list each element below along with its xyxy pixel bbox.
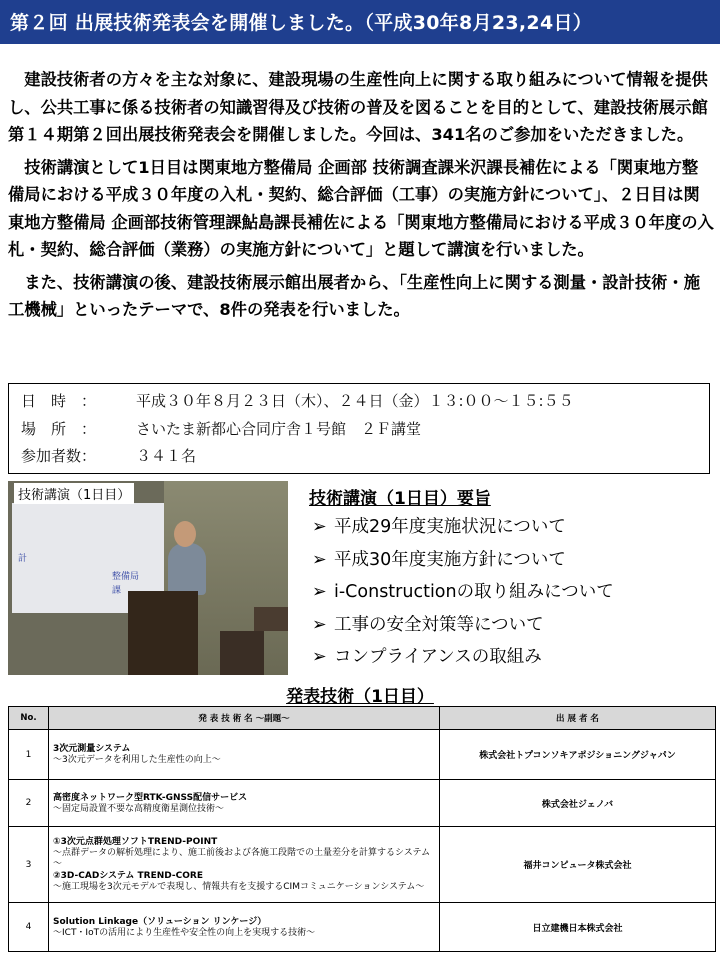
tech-subtitle: ～3次元データを利用した生産性の向上～ [53, 755, 221, 765]
lecture-photo [8, 481, 288, 675]
tech-name: ②3D-CADシステム TREND-CORE [53, 871, 203, 881]
attendees-value: ３４１名 [136, 447, 197, 465]
list-item-text: 平成30年度実施方針について [334, 549, 566, 570]
lecture-summary-list [312, 513, 614, 676]
tech-name: Solution Linkage（ソリューション リンケージ） [53, 916, 267, 927]
column-header-name: 発 表 技 術 名 ～副題～ [49, 707, 440, 730]
exhibitor-name: 株式会社ジェノバ [440, 780, 716, 827]
tech-subtitle: ～ICT・IoTの活用により生産性や安全性の向上を実現する技術～ [53, 927, 316, 938]
screen-text: 課 [112, 586, 122, 596]
event-info-box [8, 383, 710, 474]
table-row [9, 827, 716, 903]
place-row [21, 418, 421, 439]
tech-subtitle: ～固定局設置不要な高精度衛星測位技術～ [53, 803, 225, 814]
tech-subtitle: ～施工現場を3次元モデルで表現し、情報共有を支援するCIMコミュニケーションシステム～ [53, 882, 425, 892]
tech-name-cell [49, 903, 440, 952]
list-item-text: コンプライアンスの取組み [334, 647, 542, 667]
title-banner [0, 0, 720, 44]
table-header-row [9, 707, 716, 730]
chair [254, 607, 288, 631]
tech-name: ①3次元点群処理ソフトTREND-POINT [53, 837, 218, 847]
intro-paragraph: また、技術講演の後、建設技術展示館出展者から、「生産性向上に関する測量・設計技術・施工機械」といったテーマで、8件の発表を行いました。 [8, 272, 700, 319]
list-item [312, 513, 614, 546]
arrow-bullet-icon: ➢ [312, 549, 327, 570]
column-header-no: No. [9, 707, 49, 730]
tech-table [8, 706, 716, 952]
attendees-row [21, 445, 196, 466]
tech-heading [0, 682, 720, 707]
list-item-text: 平成29年度実施状況について [334, 517, 566, 537]
row-no: 4 [9, 903, 49, 952]
column-header-exhibitor: 出 展 者 名 [440, 707, 716, 730]
intro-paragraph: 技術講演として1日目は関東地方整備局 企画部 技術調査課米沢課長補佐による「関東地方整備局における平成３０年度の入札・契約、総合評価（工事）の実施方針について」、２日目は関東地方整備局 企画部技術管理課鮎島課長補佐による「関東地方整備局における平成３０年度の入札・契約、総合評価（業務）の実施方針について」と題して講演を行いました。 [8, 157, 714, 259]
arrow-bullet-icon: ➢ [312, 647, 327, 667]
list-item [312, 546, 614, 579]
arrow-bullet-icon: ➢ [312, 614, 327, 635]
tech-subtitle: ～点群データの解析処理により、施工前後および各施工段階での土量差分を計算するシステム～ [53, 848, 431, 869]
exhibitor-name: 株式会社トプコンソキアポジショニングジャパン [440, 730, 716, 780]
date-label: 日 時 ： [21, 392, 97, 410]
list-item [312, 578, 614, 611]
tech-name: 3次元測量システム [53, 744, 131, 754]
row-no: 2 [9, 780, 49, 827]
speaker [168, 543, 206, 595]
tech-name: 高密度ネットワーク型RTK-GNSS配信サービス [53, 792, 248, 803]
list-item-text: i-Constructionの取り組みについて [334, 582, 614, 602]
list-item [312, 611, 614, 644]
speaker-head [174, 521, 196, 547]
row-no: 1 [9, 730, 49, 780]
screen-text: 整備局 [112, 572, 140, 582]
podium [128, 591, 198, 675]
list-item-text: 工事の安全対策等について [334, 614, 544, 635]
attendees-label: 参加者数： [21, 447, 97, 465]
chair [220, 631, 264, 675]
lecture-summary-heading: 技術講演（1日目）要旨 [309, 489, 491, 509]
date-value: 平成３０年８月２３日（木）、２４日（金）１３:００～１５:５５ [136, 392, 574, 410]
arrow-bullet-icon: ➢ [312, 517, 327, 537]
tech-name-cell [49, 780, 440, 827]
row-no: 3 [9, 827, 49, 903]
list-item [312, 643, 614, 676]
screen-text: 計 [18, 554, 28, 564]
page-title: 第２回 出展技術発表会を開催しました。（平成30年8月23,24日） [10, 12, 593, 34]
table-row [9, 903, 716, 952]
table-row [9, 780, 716, 827]
exhibitor-name: 日立建機日本株式会社 [440, 903, 716, 952]
intro-paragraph: 建設技術者の方々を主な対象に、建設現場の生産性向上に関する取り組みについて情報を提供し、公共工事に係る技術者の知識習得及び技術の普及を図ることを目的として、建設技術展示館第１４期第２回出展技術発表会を開催しました。今回は、341名のご参加をいただきました。 [8, 70, 708, 144]
tech-name-cell [49, 730, 440, 780]
intro-text [8, 66, 714, 329]
tech-name-cell [49, 827, 440, 903]
photo-caption: 技術講演（1日目） [14, 483, 134, 504]
table-row [9, 730, 716, 780]
arrow-bullet-icon: ➢ [312, 582, 327, 602]
date-row [21, 390, 574, 411]
exhibitor-name: 福井コンピュータ株式会社 [440, 827, 716, 903]
place-label: 場 所 ： [21, 420, 97, 438]
tech-heading-text: 発表技術（1日目） [286, 687, 434, 707]
place-value: さいたま新都心合同庁舎１号館 ２Ｆ講堂 [136, 420, 422, 438]
